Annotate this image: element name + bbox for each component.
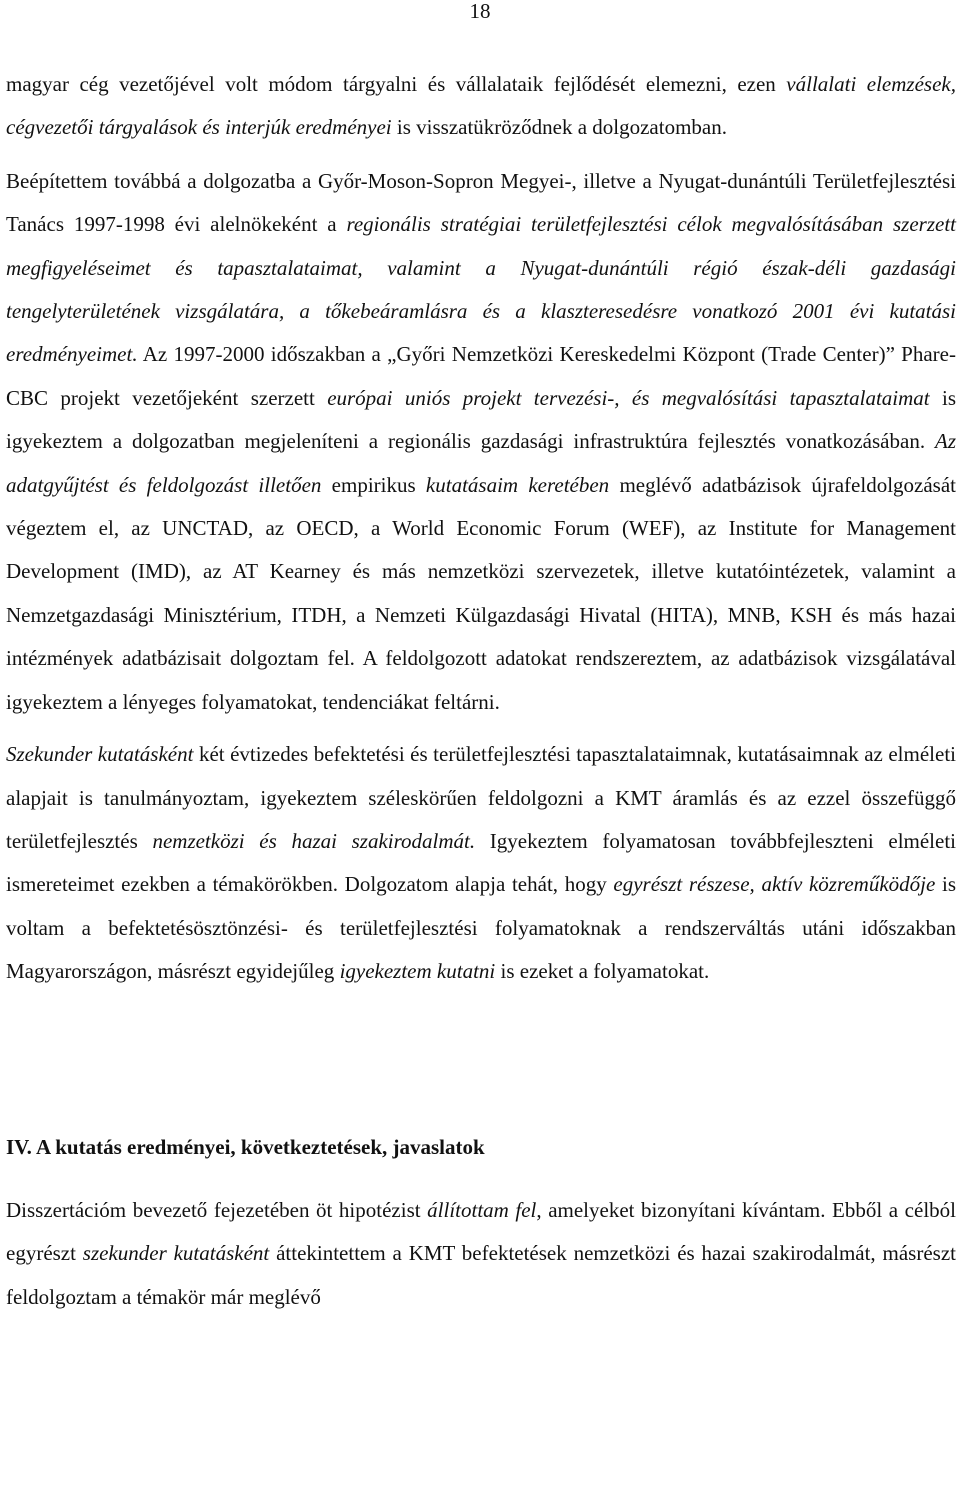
text-segment: is visszatükröződnek a dolgozatomban.: [391, 115, 727, 140]
italic-text-segment: állítottam fel: [427, 1197, 537, 1222]
text-segment: Beépítettem továbbá a dolgozatba a Győr-Moson-Sopron Megyei-, illetve a Nyugat-dunántúli Területfejlesztési Tanács 1997-1998 évi alelnökeként a: [6, 168, 956, 237]
italic-text-segment: Szekunder kutatásként: [6, 742, 194, 767]
italic-text-segment: igyekeztem kutatni: [339, 959, 496, 984]
text-segment: áttekintettem a KMT befektetések nemzetközi és hazai szakirodalmát, másrészt feldolgoztam a témakör már meglévő: [6, 1241, 956, 1309]
paragraph-hypotheses: [6, 1189, 956, 1319]
italic-text-segment: egyrészt részese, aktív közreműködője: [613, 872, 936, 897]
text-segment: meglévő adatbázisok újrafeldolgozását végeztem el, az UNCTAD, az OECD, a World Economic Forum (WEF), az Institute for Management Development (IMD), az AT Kearney és más nemzetközi szervezetek, illetve kutatóintézetek, valamint a Nemzetgazdasági Minisztérium, ITDH, a Nemzeti Külgazdasági Hivatal (HITA), MNB, KSH és más hazai intézmények adatbázisait dolgoztam fel. A feldolgozott adatokat rendszereztem, az adatbázisok vizsgálatával igyekeztem a lényeges folyamatokat, tendenciákat feltárni.: [6, 472, 956, 714]
italic-text-segment: Az adatgyűjtést és feldolgozást illetően: [6, 429, 956, 497]
text-segment: , amelyeket bizonyítani kívántam. Ebből a célból egyrészt: [6, 1197, 956, 1266]
paragraph-secondary-research: [6, 733, 956, 993]
text-segment: két évtizedes befektetési és területfejlesztési tapasztalataimnak, kutatásaimnak az elméleti alapjait is tanulmányoztam, igyekeztem széleskörűen feldolgozni a KMT áramlás és az ezzel összefüggő területfejlesztés: [6, 742, 956, 853]
text-segment: is igyekeztem a dolgozatban megjeleníteni a regionális gazdasági infrastruktúra fejlesztés vonatkozásában.: [6, 385, 956, 454]
italic-text-segment: kutatásaim keretében: [425, 472, 610, 497]
paragraph-regional-experience: [6, 160, 956, 724]
italic-text-segment: európai uniós projekt tervezési-, és megvalósítási tapasztalataimat: [327, 385, 930, 410]
text-segment: is ezeket a folyamatokat.: [495, 959, 710, 984]
text-segment: magyar cég vezetőjével volt módom tárgyalni és vállalataik fejlődését elemezni, ezen: [6, 72, 787, 96]
text-segment: Disszertációm bevezető fejezetében öt hipotézist: [6, 1197, 428, 1222]
text-segment: is voltam a befektetésösztönzési- és területfejlesztési folyamatoknak a rendszerváltás utáni időszakban Magyarországon, másrészt egyidejűleg: [6, 872, 957, 984]
document-body: [6, 63, 956, 1319]
paragraph-intro-continuation: [6, 63, 956, 150]
italic-text-segment: szekunder kutatásként: [82, 1241, 270, 1266]
italic-text-segment: nemzetközi és hazai szakirodalmát.: [152, 828, 476, 853]
italic-text-segment: regionális stratégiai területfejlesztési célok megvalósításában szerzett megfigyeléseimet és tapasztalataimat, valamint a Nyugat-dunántúli régió észak-déli gazdasági tengelyterületének vizsgálatára, a tőkebeáramlásra és a klaszteresedésre vonatkozó 2001 évi kutatási eredményeimet.: [6, 212, 956, 367]
text-segment: Az 1997-2000 időszakban a „Győri Nemzetközi Kereskedelmi Központ (Trade Center)” Phare-CBC projekt vezetőjeként szerzett: [6, 342, 956, 410]
text-segment: empirikus: [321, 472, 426, 497]
page-number: 18: [469, 0, 491, 23]
text-segment: Igyekeztem folyamatosan továbbfejleszteni elméleti ismereteimet ezekben a témakörökben. Dolgozatom alapja tehát, hogy: [6, 828, 957, 897]
section-heading: IV. A kutatás eredményei, következtetések, javaslatok: [6, 1134, 485, 1159]
italic-text-segment: vállalati elemzések, cégvezetői tárgyalások és interjúk eredményei: [6, 72, 956, 140]
